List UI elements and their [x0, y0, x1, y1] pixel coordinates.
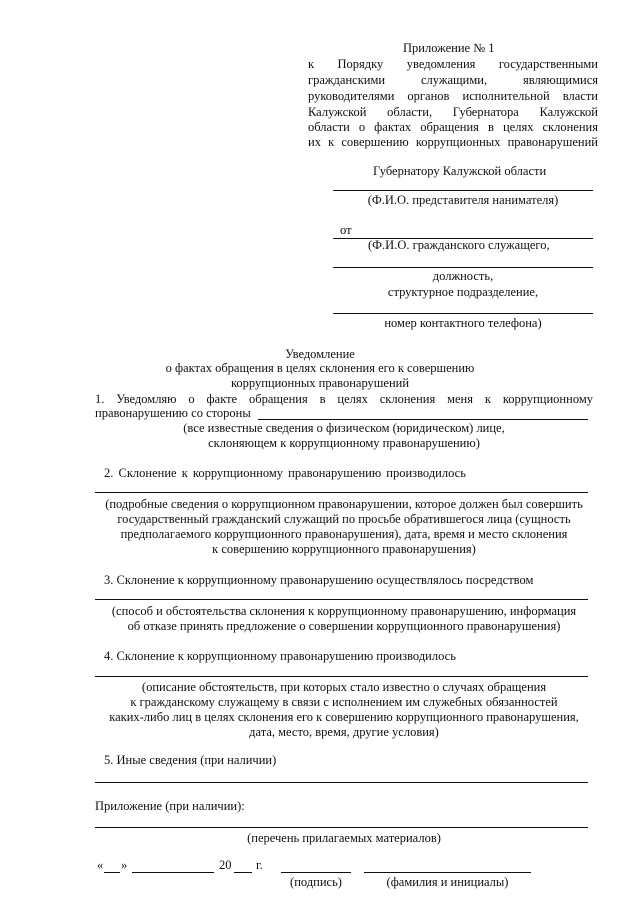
section-1-line-2: правонарушению со стороны	[95, 406, 251, 420]
position-caption: должность,	[432, 269, 494, 283]
phone-line[interactable]	[333, 313, 593, 314]
section-4-caption-4: дата, место, время, другие условия)	[249, 725, 439, 739]
section-1-caption-2: склоняющем к коррупционному правонарушению)	[208, 436, 480, 450]
from-label: от	[340, 223, 352, 237]
section-1-fill-line[interactable]	[258, 419, 588, 420]
attachment-fill-line[interactable]	[95, 827, 588, 828]
section-4-caption-1: (описание обстоятельств, при которых стало известно о случаях обращения	[141, 680, 547, 694]
section-4-fill-line[interactable]	[95, 676, 588, 677]
signature-caption: (подпись)	[290, 875, 342, 889]
section-2-caption-3: предполагаемого коррупционного правонарушения), дата, время и место склонения	[120, 527, 568, 541]
section-1-line-1: 1. Уведомляю о факте обращения в целях склонения меня к коррупционному	[95, 392, 593, 406]
unit-caption: структурное подразделение,	[387, 285, 539, 299]
attachment-caption: (перечень прилагаемых материалов)	[247, 831, 441, 845]
section-2-caption-2: государственный гражданский служащий по просьбе обратившегося лица (сущность	[117, 512, 571, 526]
date-month-line[interactable]	[132, 872, 214, 873]
annex-line-2: гражданскими служащими, являющимися	[308, 73, 598, 87]
annex-line-1: к Порядку уведомления государственными	[308, 57, 598, 71]
employee-extra-line[interactable]	[333, 267, 593, 268]
section-4-text: 4. Склонение к коррупционному правонарушению производилось	[104, 649, 456, 663]
employer-caption: (Ф.И.О. представителя нанимателя)	[367, 193, 559, 207]
section-3-fill-line[interactable]	[95, 599, 588, 600]
annex-line-4: Калужской области, Губернатора Калужской	[308, 105, 598, 119]
annex-title: Приложение № 1	[403, 41, 495, 55]
date-year-line[interactable]	[234, 872, 252, 873]
notice-title: Уведомление	[285, 347, 355, 361]
section-3-text: 3. Склонение к коррупционному правонарушению осуществлялось посредством	[104, 573, 534, 587]
section-4-caption-3: каких-либо лиц в целях склонения его к совершению коррупционного правонарушения,	[109, 710, 579, 724]
section-2-fill-line[interactable]	[95, 492, 588, 493]
section-2-caption-4: к совершению коррупционного правонарушения)	[212, 542, 476, 556]
date-quote-open: «	[97, 858, 104, 872]
signature-line[interactable]	[281, 872, 351, 873]
date-quote-close: »	[121, 858, 128, 872]
date-day-line[interactable]	[104, 872, 120, 873]
name-caption: (фамилия и инициалы)	[386, 875, 509, 889]
phone-caption: номер контактного телефона)	[384, 316, 542, 330]
section-5-text: 5. Иные сведения (при наличии)	[104, 753, 277, 767]
attachment-label: Приложение (при наличии):	[95, 799, 245, 813]
year-prefix: 20	[219, 858, 232, 872]
section-1-caption-1: (все известные сведения о физическом (юридическом) лице,	[183, 421, 505, 435]
section-3-caption-2: об отказе принять предложение о совершении коррупционного правонарушения)	[127, 619, 561, 633]
notice-subtitle-2: коррупционных правонарушений	[230, 376, 410, 390]
section-2-text: 2. Склонение к коррупционному правонарушению производилось	[104, 466, 466, 480]
annex-line-6: их к совершению коррупционных правонарушений	[308, 135, 598, 149]
notice-subtitle-1: о фактах обращения в целях склонения его к совершению	[165, 361, 475, 375]
annex-line-5: области о фактах обращения в целях склонения	[308, 120, 598, 134]
section-2-caption-1: (подробные сведения о коррупционном правонарушении, которое должен был совершить	[105, 497, 583, 511]
section-3-caption-1: (способ и обстоятельства склонения к коррупционному правонарушению, информация	[111, 604, 577, 618]
employee-caption: (Ф.И.О. гражданского служащего,	[368, 238, 550, 252]
employer-name-line[interactable]	[333, 190, 593, 191]
section-4-caption-2: к гражданскому служащему в связи с исполнением им служебных обязанностей	[130, 695, 558, 709]
recipient-to: Губернатору Калужской области	[373, 164, 547, 178]
section-5-fill-line[interactable]	[95, 782, 588, 783]
name-initials-line[interactable]	[364, 872, 531, 873]
annex-line-3: руководителями органов исполнительной власти	[308, 89, 598, 103]
year-suffix: г.	[256, 858, 263, 872]
